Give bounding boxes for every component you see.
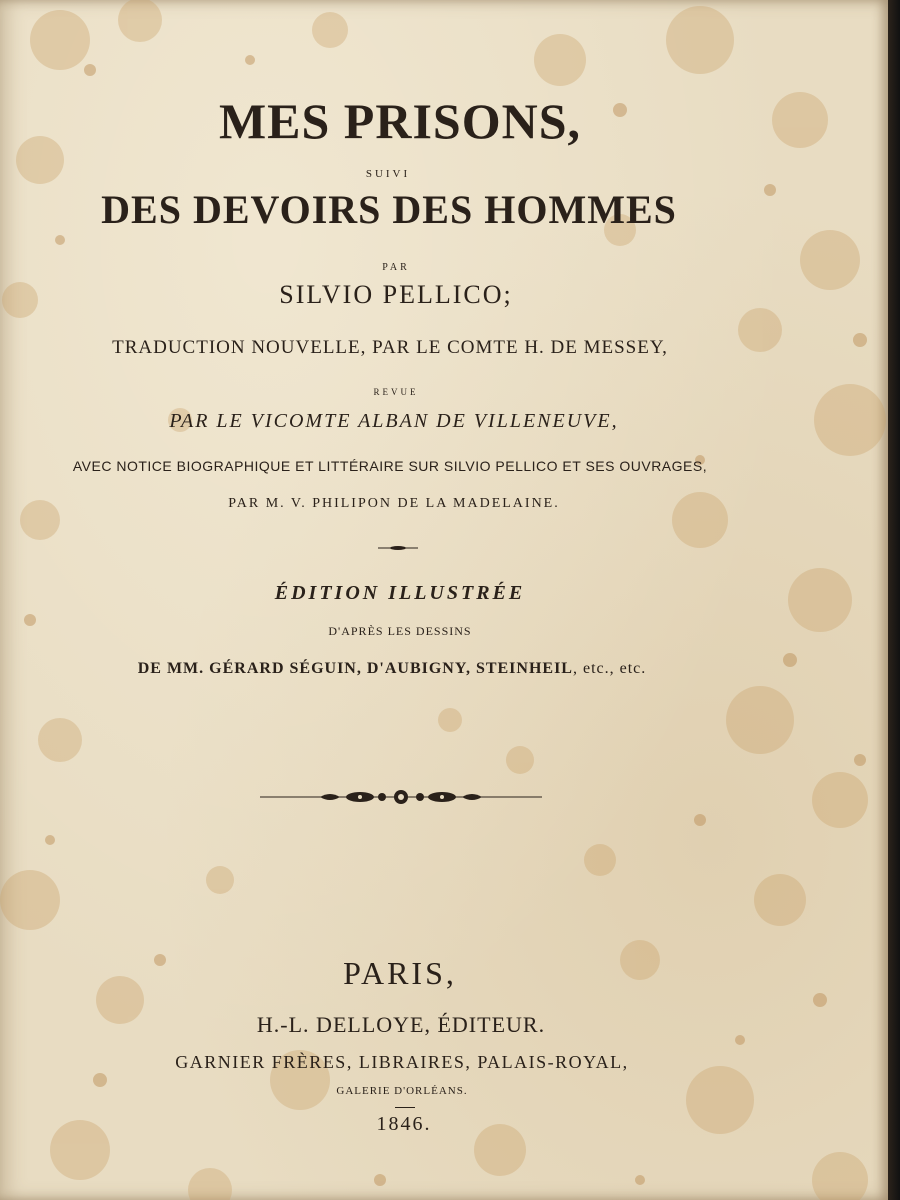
- decorative-divider: [260, 786, 542, 808]
- imprint-publisher: H.-L. DELLOYE, ÉDITEUR.: [256, 1012, 546, 1037]
- small-ornament-rule: [378, 545, 418, 551]
- revue-label: REVUE: [373, 387, 419, 397]
- notice-credit: AVEC NOTICE BIOGRAPHIQUE ET LITTÉRAIRE SUR SILVIO PELLICO ET SES OUVRAGES,: [72, 458, 708, 474]
- imprint-booksellers: GARNIER FRÈRES, LIBRAIRES, PALAIS-ROYAL,: [175, 1052, 629, 1072]
- after-drawings-label: D'APRÈS LES DESSINS: [328, 624, 472, 638]
- book-title: MES PRISONS,: [218, 93, 582, 149]
- book-subtitle: DES DEVOIRS DES HOMMES: [101, 187, 677, 232]
- imprint-year: 1846.: [376, 1113, 432, 1135]
- edition-label: ÉDITION ILLUSTRÉE: [274, 582, 526, 604]
- imprint-gallery: GALERIE D'ORLÉANS.: [336, 1085, 468, 1097]
- par-label: PAR: [382, 262, 410, 273]
- year-rule: [395, 1107, 415, 1108]
- illustrators-suffix: , etc., etc.: [572, 660, 647, 677]
- suivi-label: SUIVI: [365, 168, 411, 180]
- translation-credit: TRADUCTION NOUVELLE, PAR LE COMTE H. DE MESSEY,: [112, 337, 668, 358]
- illustrators-names: GÉRARD SÉGUIN, D'AUBIGNY, STEINHEIL: [209, 660, 573, 677]
- illustrators-prefix: DE MM.: [137, 660, 205, 677]
- book-spine-shadow: [888, 0, 900, 1200]
- author-name: SILVIO PELLICO;: [279, 280, 513, 309]
- imprint-city: PARIS,: [343, 955, 457, 991]
- illustrators-line: [0, 660, 784, 678]
- reviser-credit: PAR LE VICOMTE ALBAN DE VILLENEUVE,: [169, 410, 619, 432]
- notice-author: PAR M. V. PHILIPON DE LA MADELAINE.: [228, 496, 560, 511]
